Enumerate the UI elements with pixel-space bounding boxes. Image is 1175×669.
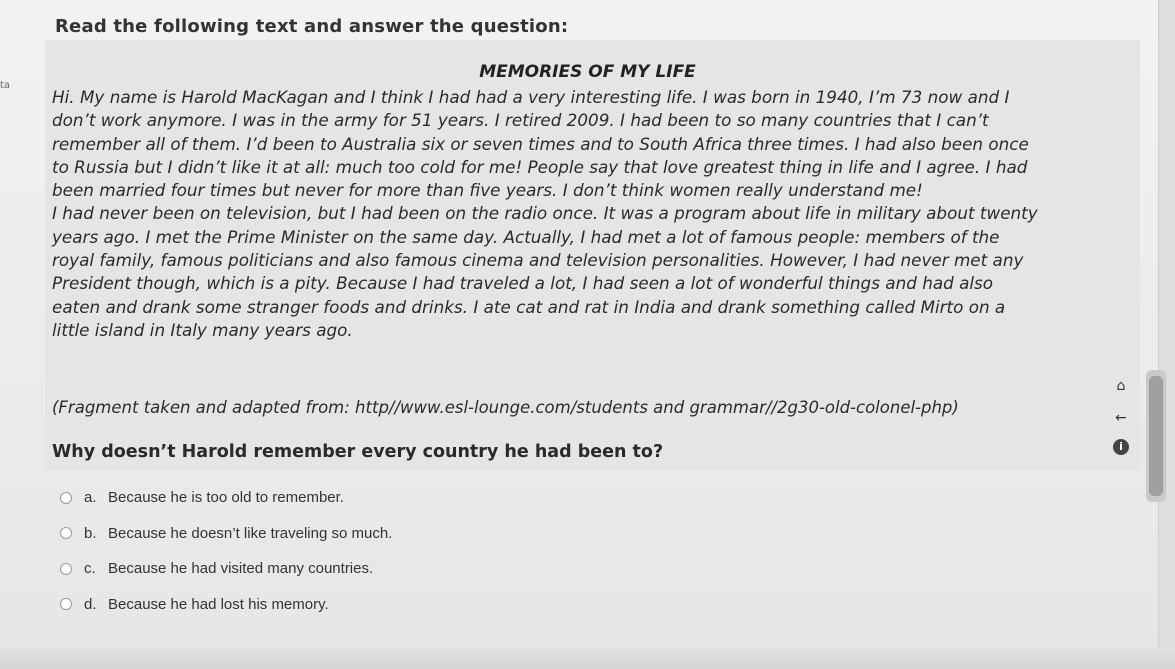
right-edge-panel xyxy=(1158,0,1175,669)
left-edge-label: ta xyxy=(0,80,11,91)
option-a[interactable] xyxy=(60,487,392,508)
bottom-bar xyxy=(0,648,1175,669)
source-citation: (Fragment taken and adapted from: http//www.esl-lounge.com/students and grammar//2g30-old-colonel-php) xyxy=(52,398,959,417)
passage-line: I had never been on television, but I had been on the radio once. It was a program about life in military about twenty xyxy=(52,203,1038,224)
answer-options xyxy=(60,487,392,629)
back-arrow-icon[interactable]: ← xyxy=(1115,410,1127,426)
option-letter: a. xyxy=(84,489,97,506)
passage-line: to Russia but I didn’t like it at all: much too cold for me! People say that love greatest thing in life and I agree. I had xyxy=(52,156,1028,177)
side-controls xyxy=(1110,375,1140,465)
scroll-thumb[interactable] xyxy=(1149,376,1163,496)
passage-line: little island in Italy many years ago. xyxy=(52,319,353,340)
passage-line: royal family, famous politicians and also famous cinema and television personalities. However, I had never met any xyxy=(52,250,1024,271)
option-letter: b. xyxy=(84,524,97,542)
option-b[interactable] xyxy=(60,523,392,544)
question-text: Why doesn’t Harold remember every country he had been to? xyxy=(52,442,664,462)
home-icon[interactable]: ⌂ xyxy=(1116,378,1126,394)
passage-line: remember all of them. I’d been to Australia six or seven times and to South Africa three times. I had also been once xyxy=(52,133,1029,154)
radio-button[interactable] xyxy=(60,527,72,539)
passage-line: President though, which is a pity. Because I had traveled a lot, I had seen a lot of wonderful things and had also xyxy=(52,273,994,294)
radio-button[interactable] xyxy=(60,492,72,504)
option-text: Because he had lost his memory. xyxy=(108,595,329,613)
option-c[interactable] xyxy=(60,558,392,579)
option-letter: c. xyxy=(84,560,96,577)
paragraph-1 xyxy=(52,86,1112,202)
option-text: Because he is too old to remember. xyxy=(108,489,344,506)
instruction-text: Read the following text and answer the question: xyxy=(55,16,569,37)
passage-title: MEMORIES OF MY LIFE xyxy=(479,62,696,82)
passage-line: been married four times but never for more than five years. I don’t think women really understand me! xyxy=(52,180,923,201)
option-text: Because he doesn’t like traveling so much. xyxy=(108,524,393,542)
scrollbar[interactable] xyxy=(1146,370,1166,502)
option-text: Because he had visited many countries. xyxy=(108,560,374,577)
paragraph-2 xyxy=(52,202,1112,342)
info-icon[interactable]: i xyxy=(1113,439,1129,455)
passage-line: Hi. My name is Harold MacKagan and I think I had had a very interesting life. I was born in 1940, I’m 73 now and I xyxy=(52,87,1010,107)
passage-line: years ago. I met the Prime Minister on the same day. Actually, I had met a lot of famous people: members of the xyxy=(52,226,1000,247)
radio-button[interactable] xyxy=(60,598,72,610)
passage xyxy=(52,86,1112,342)
passage-line: don’t work anymore. I was in the army for 51 years. I retired 2009. I had been to so many countries that I can’t xyxy=(52,110,989,131)
option-letter: d. xyxy=(84,595,97,613)
passage-line: eaten and drank some stranger foods and drinks. I ate cat and rat in India and drank something called Mirto on a xyxy=(52,296,1006,317)
option-d[interactable] xyxy=(60,594,392,615)
radio-button[interactable] xyxy=(60,563,72,575)
